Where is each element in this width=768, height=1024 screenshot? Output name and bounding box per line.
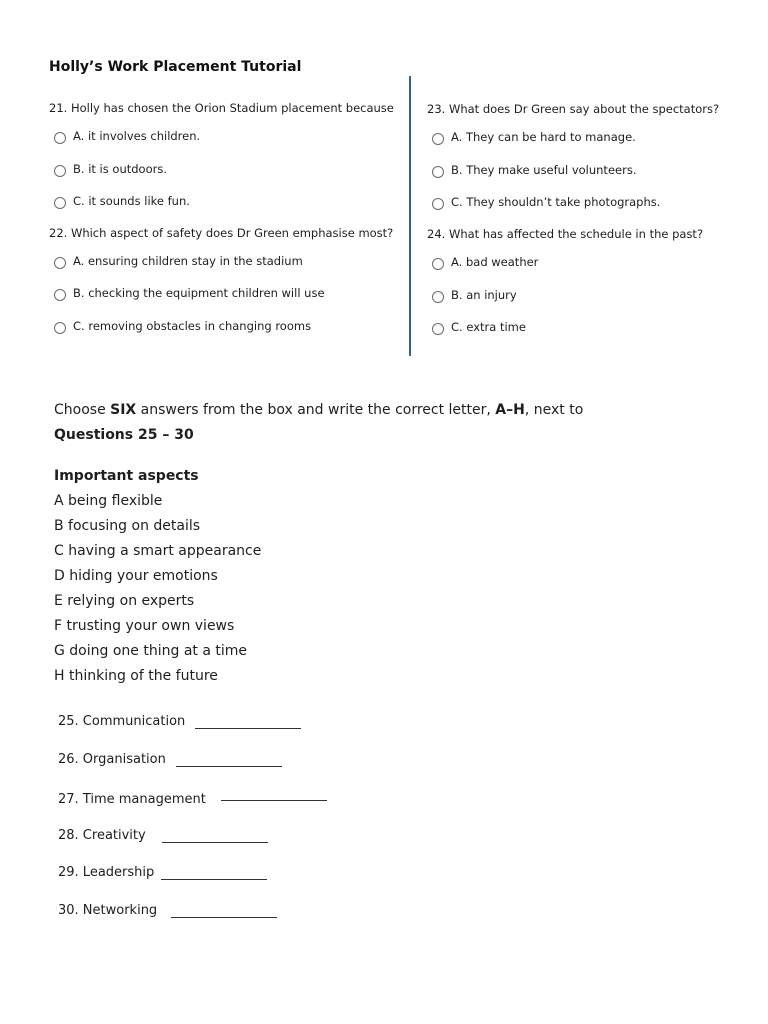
- instructions-emphasis: A–H: [495, 402, 525, 418]
- answer-blank[interactable]: [162, 830, 268, 843]
- option-23b[interactable]: [432, 162, 636, 178]
- multiple-choice-section: [44, 92, 736, 354]
- fill-question-28: [58, 828, 268, 843]
- fill-question-27: [58, 788, 327, 807]
- option-22c[interactable]: [54, 318, 311, 334]
- option-21c[interactable]: [54, 193, 190, 209]
- option-24c[interactable]: [432, 319, 526, 335]
- answer-blank[interactable]: [161, 867, 267, 880]
- fill-question-label: 28. Creativity: [58, 828, 146, 843]
- aspect-item-h: H thinking of the future: [54, 668, 218, 684]
- question-21: 21. Holly has chosen the Orion Stadium placement because: [49, 101, 394, 115]
- radio-icon[interactable]: [54, 257, 66, 269]
- aspect-item-g: G doing one thing at a time: [54, 643, 247, 659]
- option-22b[interactable]: [54, 285, 325, 301]
- instructions-line-2: Questions 25 – 30: [54, 427, 194, 443]
- option-label: A. bad weather: [451, 255, 539, 269]
- answer-blank[interactable]: [171, 905, 277, 918]
- option-label: A. They can be hard to manage.: [451, 130, 636, 144]
- aspects-heading: Important aspects: [54, 468, 199, 484]
- instructions-line-1: [54, 398, 583, 423]
- answer-blank[interactable]: [221, 788, 327, 801]
- radio-icon[interactable]: [432, 258, 444, 270]
- aspects-box: [54, 464, 261, 689]
- option-label: A. it involves children.: [73, 129, 201, 143]
- question-24: 24. What has affected the schedule in the past?: [427, 227, 704, 241]
- option-24b[interactable]: [432, 287, 517, 303]
- option-24a[interactable]: [432, 254, 538, 270]
- option-label: B. it is outdoors.: [73, 162, 167, 176]
- fill-question-30: [58, 903, 277, 918]
- aspect-item-c: C having a smart appearance: [54, 543, 262, 559]
- aspect-item-d: D hiding your emotions: [54, 568, 218, 584]
- radio-icon[interactable]: [432, 323, 444, 335]
- aspect-item-f: F trusting your own views: [54, 618, 235, 634]
- radio-icon[interactable]: [432, 198, 444, 210]
- radio-icon[interactable]: [432, 166, 444, 178]
- option-22a[interactable]: [54, 253, 303, 269]
- option-label: A. ensuring children stay in the stadium: [73, 254, 303, 268]
- instructions-emphasis: SIX: [110, 402, 137, 418]
- option-23a[interactable]: [432, 129, 636, 145]
- option-21a[interactable]: [54, 128, 200, 144]
- fill-question-29: [58, 865, 267, 880]
- radio-icon[interactable]: [54, 289, 66, 301]
- fill-question-label: 30. Networking: [58, 903, 158, 918]
- option-21b[interactable]: [54, 161, 167, 177]
- fill-question-label: 29. Leadership: [58, 865, 155, 880]
- radio-icon[interactable]: [54, 197, 66, 209]
- question-23: 23. What does Dr Green say about the spectators?: [427, 102, 720, 116]
- radio-icon[interactable]: [432, 291, 444, 303]
- fill-question-25: [58, 714, 301, 729]
- option-label: C. removing obstacles in changing rooms: [73, 319, 312, 333]
- aspect-item-e: E relying on experts: [54, 593, 195, 609]
- fill-question-label: 25. Communication: [58, 714, 186, 729]
- answer-blank[interactable]: [195, 716, 301, 729]
- instructions-text: answers from the box and write the correct letter,: [136, 402, 496, 418]
- answer-blank[interactable]: [176, 754, 282, 767]
- fill-question-26: [58, 752, 282, 767]
- radio-icon[interactable]: [54, 322, 66, 334]
- instructions-text: Choose: [54, 402, 111, 418]
- radio-icon[interactable]: [54, 132, 66, 144]
- question-22: 22. Which aspect of safety does Dr Green emphasise most?: [49, 226, 394, 240]
- option-label: C. it sounds like fun.: [73, 194, 190, 208]
- option-23c[interactable]: [432, 194, 660, 210]
- option-label: C. They shouldn’t take photographs.: [451, 195, 661, 209]
- radio-icon[interactable]: [432, 133, 444, 145]
- instructions-text: , next to: [524, 402, 584, 418]
- instructions: [54, 398, 583, 448]
- page-title: Holly’s Work Placement Tutorial: [49, 59, 302, 75]
- option-label: B. an injury: [451, 288, 517, 302]
- fill-question-label: 26. Organisation: [58, 752, 166, 767]
- fill-question-label: 27. Time management: [58, 792, 206, 807]
- option-label: C. extra time: [451, 320, 526, 334]
- option-label: B. checking the equipment children will use: [73, 286, 325, 300]
- radio-icon[interactable]: [54, 165, 66, 177]
- aspect-item-b: B focusing on details: [54, 518, 201, 534]
- aspect-item-a: A being flexible: [54, 493, 163, 509]
- option-label: B. They make useful volunteers.: [451, 163, 637, 177]
